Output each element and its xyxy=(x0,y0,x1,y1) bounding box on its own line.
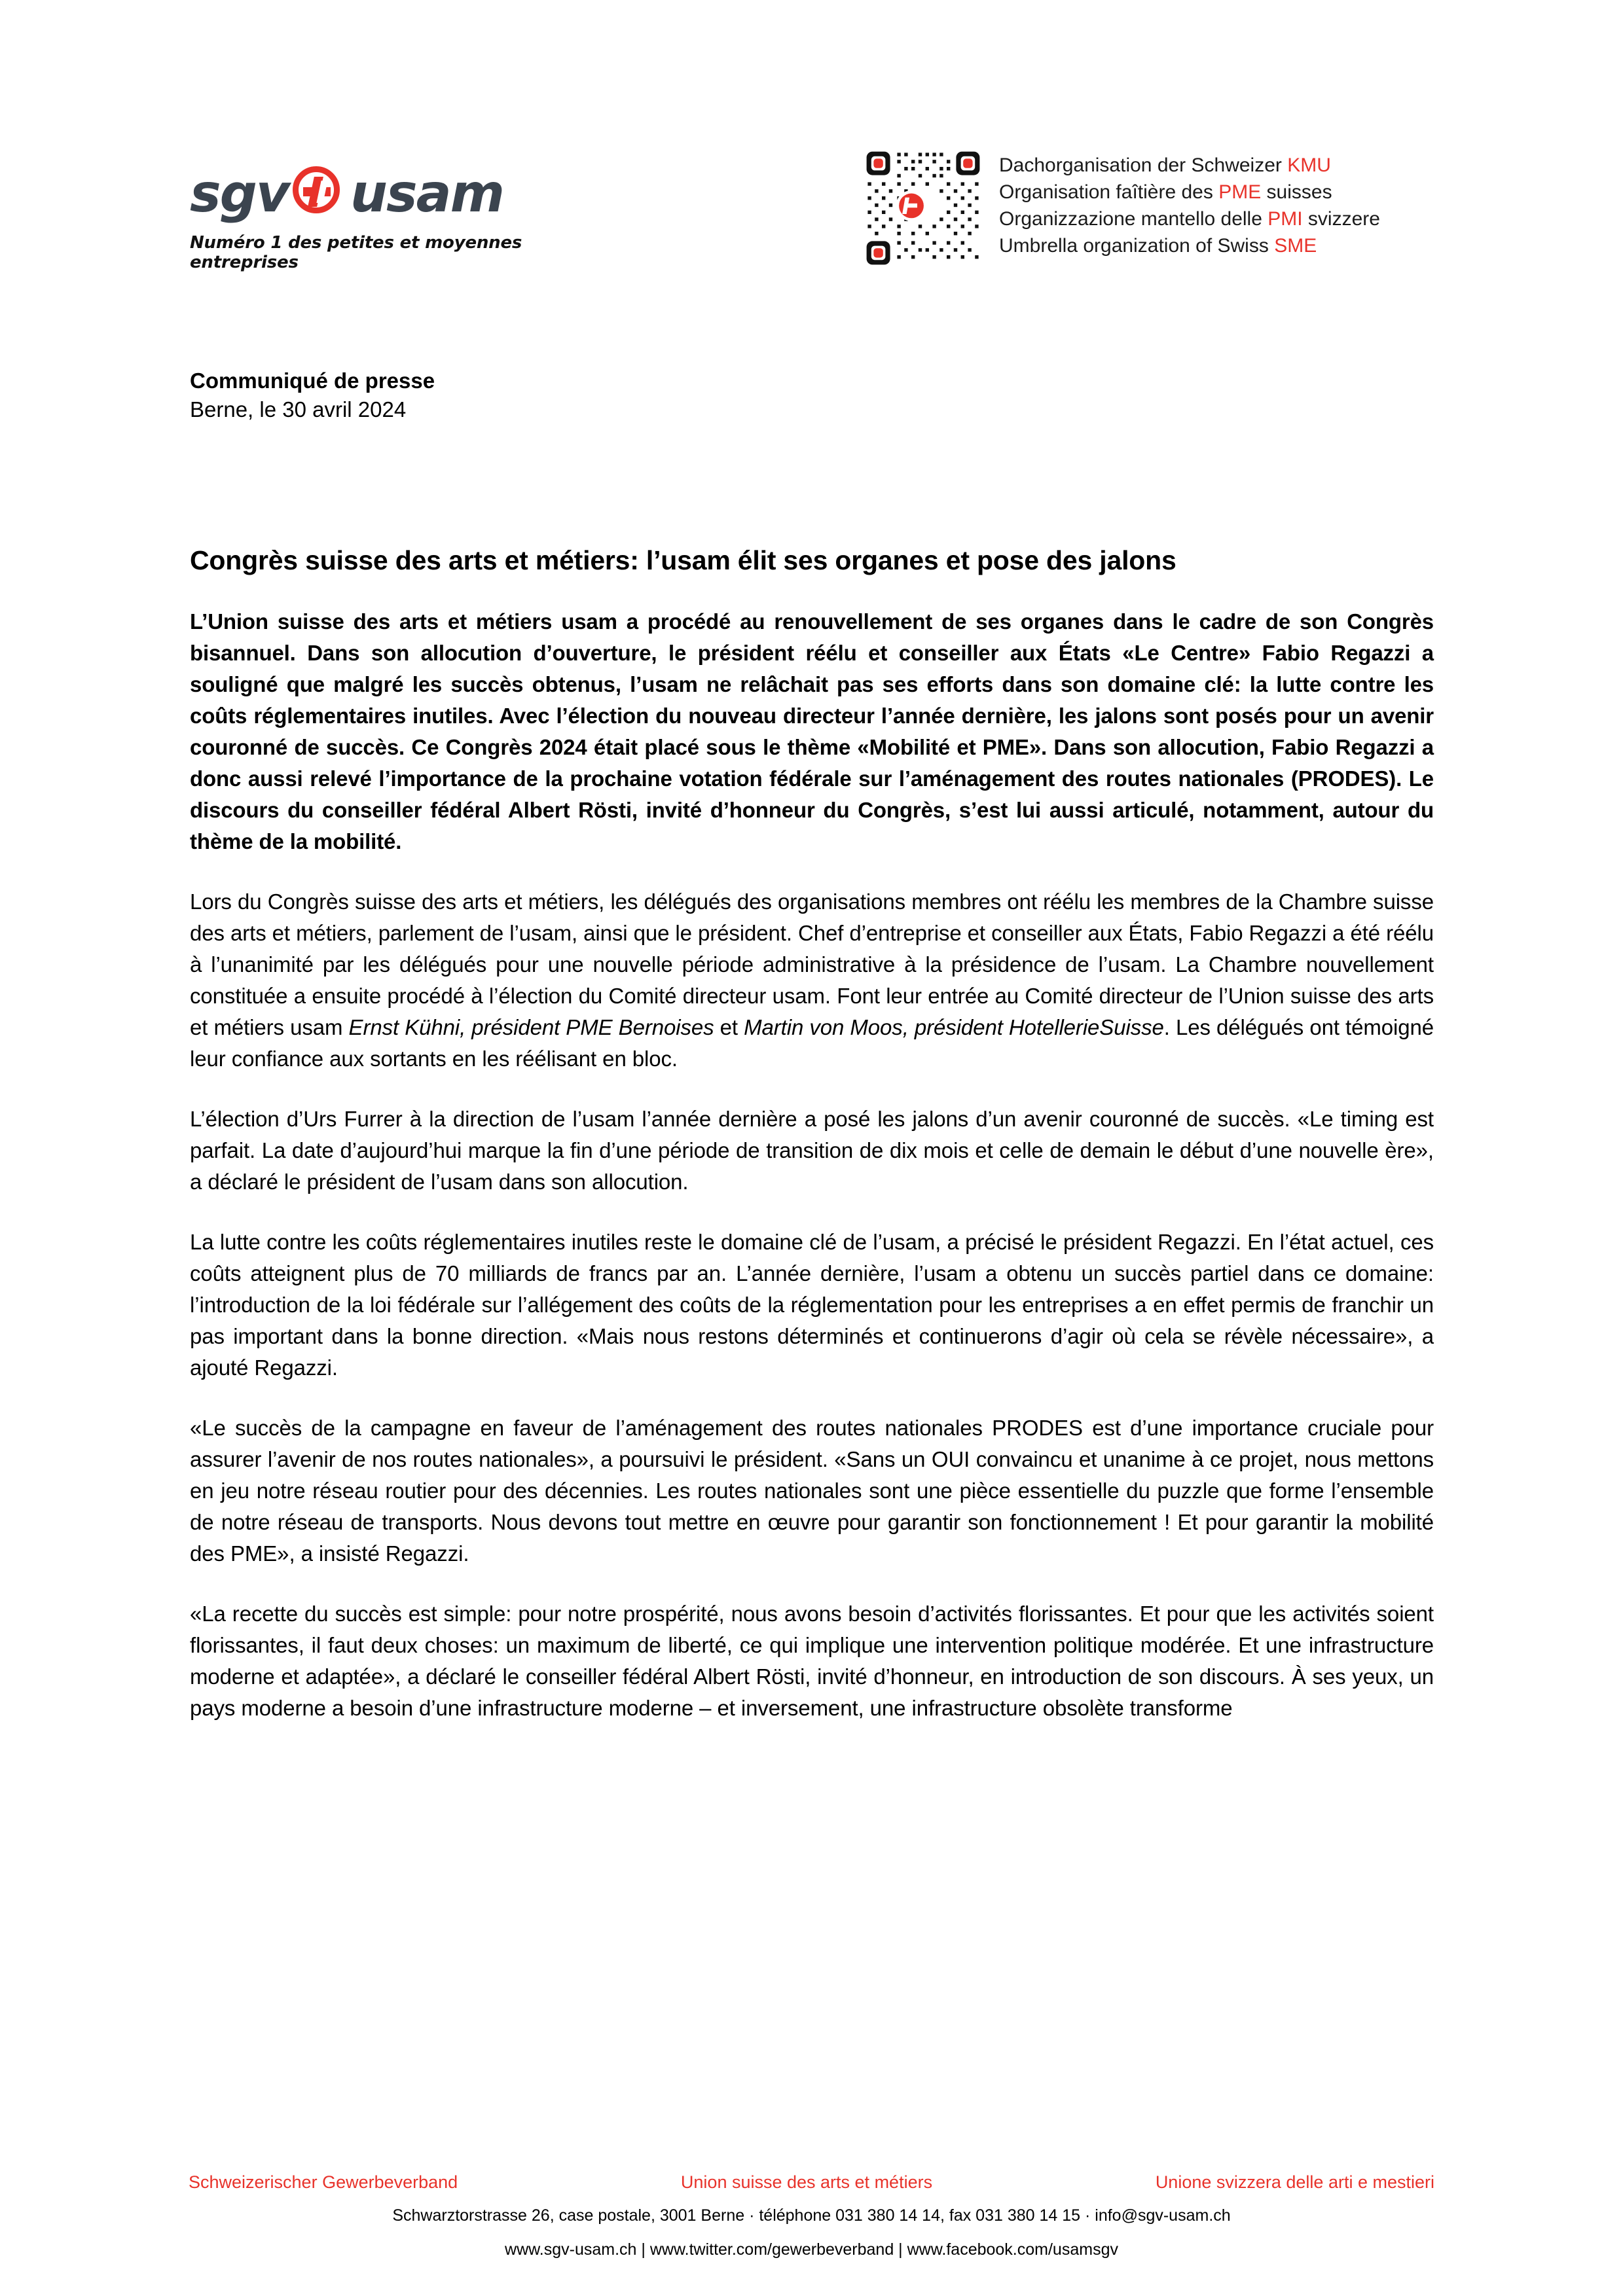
para-congres xyxy=(190,886,1434,1075)
lang-en-prefix: Umbrella organization of Swiss xyxy=(999,235,1275,257)
lang-it-highlight: PMI xyxy=(1267,208,1303,230)
body-text: Lors du Congrès suisse des arts et métiers, les délégués des organisations membres ont réélu les membres de la Chambre suisse des arts et métiers, parlement de l’usam, ainsi que le président. Chef d’entreprise et conseiller aux États, Fabio Regazzi a été réélu à l’unanimité par les délégués pour une nouvelle période administrative à la présidence de l’usam. La Chambre nouvellement constituée a ensuite procédé à l’élection du Comité directeur usam. Font leur entrée au Comité directeur de l’Union suisse des arts et métiers usam xyxy=(190,889,1434,1039)
lang-fr-highlight: PME xyxy=(1218,181,1262,203)
logo-tagline: Numéro 1 des petites et moyennes entreprises xyxy=(190,233,522,272)
para-prodes xyxy=(190,1412,1434,1570)
logo-wordmark xyxy=(190,162,609,225)
lang-fr-suffix: suisses xyxy=(1261,181,1332,203)
usam-logo xyxy=(190,162,609,272)
document-type-label: Communiqué de presse xyxy=(190,368,435,393)
language-line-it xyxy=(999,206,1380,232)
footer-contact-line: Schwarztorstrasse 26, case postale, 3001 Berne · téléphone 031 380 14 14, fax 031 380 14 15 · info@sgv-usam.ch xyxy=(392,2206,1231,2225)
qr-and-languages xyxy=(864,149,1380,267)
lead-paragraph: L’Union suisse des arts et métiers usam a procédé au renouvellement de ses organes dans le cadre de son Congrès bisannuel. Dans son allocution d’ouverture, le président réélu et conseiller aux États «Le Centre» Fabio Regazzi a souligné que malgré les succès obtenus, l’usam ne relâchait pas ses efforts dans son domaine clé: la lutte contre les coûts réglementaires inutiles. Avec l’élection du nouveau directeur l’année dernière, les jalons sont posés pour un avenir couronné de succès. Ce Congrès 2024 était placé sous le thème «Mobilité et PME». Dans son allocution, Fabio Regazzi a donc aussi relevé l’importance de la prochaine votation fédérale sur l’aménagement des routes nationales (PRODES). Le discours du conseiller fédéral Albert Rösti, invité d’honneur du Congrès, s’est lui aussi articulé, notamment, autour du thème de la mobilité. xyxy=(190,609,1434,853)
lang-fr-prefix: Organisation faîtière des xyxy=(999,181,1219,203)
body-text: L’élection d’Urs Furrer à la direction de l’usam l’année dernière a posé les jalons d’un avenir couronné de succès. «Le timing est parfait. La date d’aujourd’hui marque la fin d’une période de transition de dix mois et celle de demain le début d’une nouvelle ère», a déclaré le président de l’usam dans son allocution. xyxy=(190,1107,1434,1194)
lang-it-prefix: Organizzazione mantello delle xyxy=(999,208,1268,230)
body-text: «La recette du succès est simple: pour notre prospérité, nous avons besoin d’activités florissantes. Et pour que les activités soient florissantes, il faut deux choses: un maximum de liberté, ce qui implique une intervention politique modérée. Et une infrastructure moderne et adaptée», a déclaré le conseiller fédéral Albert Rösti, invité d’honneur, en introduction de son discours. À ses yeux, un pays moderne a besoin d’une infrastructure moderne – et inversement, une infrastructure obsolète transforme xyxy=(190,1602,1434,1720)
body-text: La lutte contre les coûts réglementaires inutiles reste le domaine clé de l’usam, a précisé le président Regazzi. En l’état actuel, ces coûts atteignent plus de 70 milliards de francs par an. L’année dernière, l’usam a obtenu un succès partiel dans ce domaine: l’introduction de la loi fédérale sur l’allégement des coûts de la réglementation pour les entreprises a en effet permis de franchir un pas important dans la bonne direction. «Mais nous restons déterminés et continuerons d’agir où cela se révèle nécessaire», a ajouté Regazzi. xyxy=(190,1230,1434,1380)
emphasized-text: Ernst Kühni, président PME Bernoises xyxy=(348,1015,714,1039)
page-title: Congrès suisse des arts et métiers: l’usam élit ses organes et pose des jalons xyxy=(190,545,1176,575)
body-text: et xyxy=(714,1015,744,1039)
footer-organisation-names xyxy=(0,2170,1623,2194)
lang-en-highlight: SME xyxy=(1274,235,1317,257)
lang-it-suffix: svizzere xyxy=(1302,208,1380,230)
lang-de-highlight: KMU xyxy=(1287,154,1331,176)
logo-text-usam: usam xyxy=(350,163,503,224)
footer-org-de: Schweizerischer Gewerbeverband xyxy=(189,2172,458,2192)
para-furrer xyxy=(190,1103,1434,1198)
body-text: . Les délégués ont témoigné leur confiance aux sortants en les réélisant en bloc. xyxy=(190,1015,1434,1071)
emphasized-text: Martin von Moos, président HotellerieSuisse xyxy=(744,1015,1164,1039)
lang-de-prefix: Dachorganisation der Schweizer xyxy=(999,154,1288,176)
document-body xyxy=(190,367,1434,1724)
language-list xyxy=(999,149,1380,259)
logo-text-sgv: sgv xyxy=(190,163,289,224)
language-line-en xyxy=(999,232,1380,259)
language-line-fr xyxy=(999,179,1380,206)
para-rosti xyxy=(190,1598,1434,1724)
footer-org-it: Unione svizzera delle arti e mestieri xyxy=(1155,2172,1434,2192)
footer-links-line[interactable]: www.sgv-usam.ch | www.twitter.com/gewerbeverband | www.facebook.com/usamsgv xyxy=(505,2240,1118,2259)
footer-org-fr: Union suisse des arts et métiers xyxy=(680,2172,933,2192)
body-text: «Le succès de la campagne en faveur de l’aménagement des routes nationales PRODES est d’une importance cruciale pour assurer l’avenir de nos routes nationales», a poursuivi le président. «Sans un OUI convaincu et unanime à ce projet, nous mettons en jeu notre réseau routier pour des décennies. Les routes nationales sont une pièce essentielle du puzzle que forme l’ensemble de notre réseau de transports. Nous devons tout mettre en œuvre pour garantir son fonctionnement ! Et pour garantir la mobilité des PME», a insisté Regazzi. xyxy=(190,1416,1434,1566)
document-footer xyxy=(0,2170,1623,2262)
paragraph-list xyxy=(190,886,1434,1724)
qr-code-icon xyxy=(864,149,982,267)
swiss-cross-circle-icon xyxy=(293,166,348,221)
para-couts xyxy=(190,1227,1434,1384)
document-dateline: Berne, le 30 avril 2024 xyxy=(190,397,407,422)
language-line-de xyxy=(999,152,1380,179)
document-header xyxy=(0,0,1623,308)
